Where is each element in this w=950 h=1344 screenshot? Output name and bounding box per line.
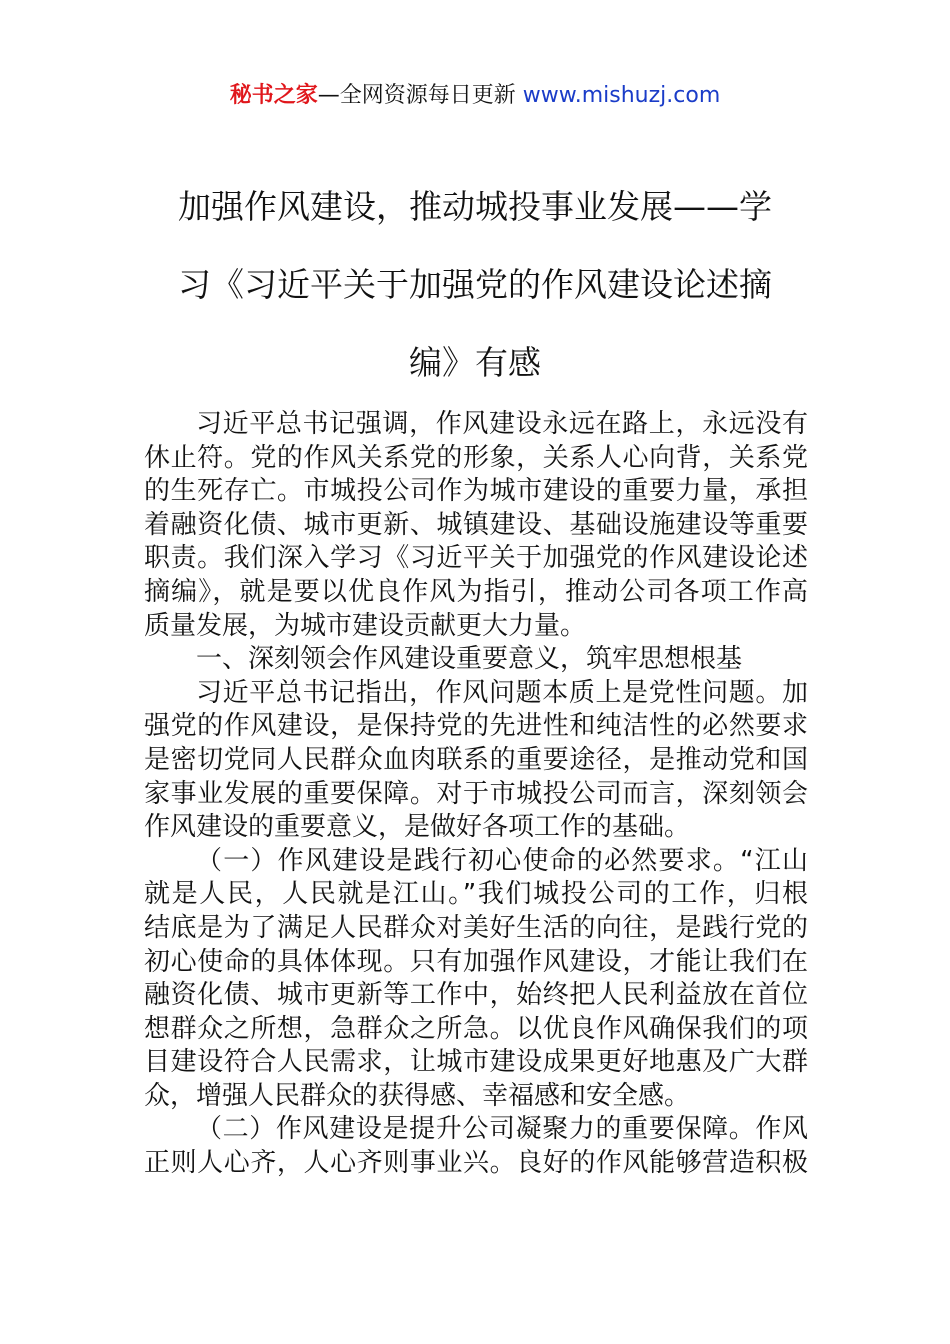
title-line: 加强作风建设，推动城投事业发展——学: [178, 187, 772, 226]
site-url-link[interactable]: www.mishuzj.com: [522, 83, 721, 108]
title-line: 习《习近平关于加强党的作风建设论述摘: [178, 265, 772, 304]
body-text-line: 正则人心齐，人心齐则事业兴。良好的作风能够营造积极: [144, 1148, 809, 1179]
title-line: 编》有感: [409, 343, 541, 382]
body-text-line: 目建设符合人民需求，让城市建设成果更好地惠及广大群: [144, 1047, 809, 1078]
site-tagline: —全网资源每日更新: [317, 83, 516, 108]
body-text-line: 职责。我们深入学习《习近平关于加强党的作风建设论述: [144, 543, 809, 574]
body-text-line: 想群众之所想，急群众之所急。以优良作风确保我们的项: [144, 1013, 809, 1044]
document-body: [144, 408, 808, 1181]
body-text-line: （一）作风建设是践行初心使命的必然要求。“江山: [196, 845, 810, 876]
body-text-line: 摘编》，就是要以优良作风为指引，推动公司各项工作高: [144, 576, 810, 607]
site-header: [0, 80, 950, 112]
body-text-line: 着融资化债、城市更新、城镇建设、基础设施建设等重要: [144, 509, 809, 540]
body-text-line: 习近平总书记强调，作风建设永远在路上，永远没有: [196, 409, 809, 439]
body-text-line: 习近平总书记指出，作风问题本质上是党性问题。加: [196, 677, 809, 708]
body-text-line: 结底是为了满足人民群众对美好生活的向往，是践行党的: [144, 912, 809, 943]
body-text-line: 作风建设的重要意义，是做好各项工作的基础。: [144, 812, 691, 843]
body-text-line: （二）作风建设是提升公司凝聚力的重要保障。作风: [196, 1114, 809, 1145]
body-text-line: 初心使命的具体体现。只有加强作风建设，才能让我们在: [144, 946, 809, 977]
body-text-line: 质量发展，为城市建设贡献更大力量。: [144, 610, 587, 641]
document-title: [140, 168, 810, 402]
site-brand: 秘书之家: [229, 83, 318, 108]
body-text-line: 众，增强人民群众的获得感、幸福感和安全感。: [144, 1080, 691, 1111]
body-text-line: 一、深刻领会作风建设重要意义，筑牢思想根基: [196, 644, 743, 675]
body-text-line: 的生死存亡。市城投公司作为城市建设的重要力量，承担: [144, 476, 809, 507]
body-text-line: 休止符。党的作风关系党的形象，关系人心向背，关系党: [144, 442, 809, 473]
body-text-line: 就是人民，人民就是江山。”我们城投公司的工作，归根: [144, 879, 810, 910]
body-text-line: 是密切党同人民群众血肉联系的重要途径，是推动党和国: [144, 744, 809, 775]
body-text-line: 强党的作风建设，是保持党的先进性和纯洁性的必然要求: [144, 711, 809, 742]
body-text-line: 家事业发展的重要保障。对于市城投公司而言，深刻领会: [144, 778, 809, 809]
body-text-line: 融资化债、城市更新等工作中，始终把人民利益放在首位: [144, 980, 809, 1011]
